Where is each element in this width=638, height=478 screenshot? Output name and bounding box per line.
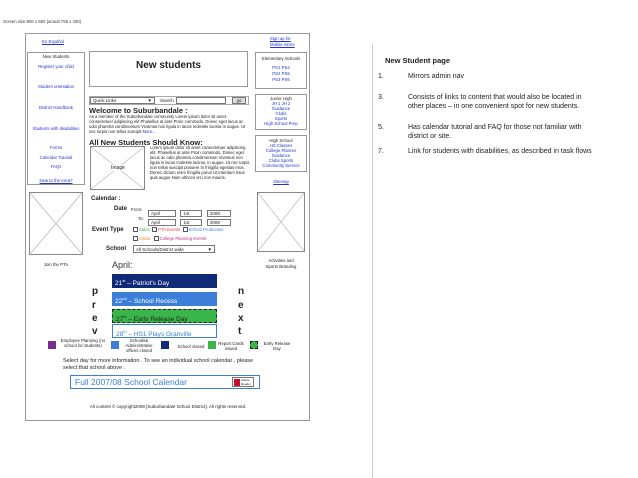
school-select-value: All Schools/District wide [136, 247, 184, 252]
high-school-row[interactable]: Community Service [262, 163, 300, 168]
pta-label: PTA Events [158, 227, 181, 232]
calendar-title: Calendar : [91, 196, 121, 202]
event-checkboxes-row1 [133, 227, 224, 232]
from-day-select[interactable]: 1st [180, 210, 202, 217]
junior-high-row[interactable]: Clubs [275, 111, 287, 116]
junior-high-row[interactable]: JH 1 JH 2 [271, 101, 291, 106]
date-label: Date [114, 206, 128, 212]
note-text: Has calendar tutorial and FAQ for those not familiar with district or site. [408, 124, 582, 140]
elementary-title: Elementary Schools [261, 56, 301, 61]
activities-label-2: Sports Branding [265, 264, 297, 269]
event-type-label: Event Type [92, 227, 124, 233]
calendar-month: April: [112, 260, 133, 270]
pdf-logo [234, 379, 240, 386]
calendar-day[interactable] [112, 292, 217, 306]
junior-high-row[interactable]: Sports [274, 116, 288, 121]
college-checkbox[interactable] [154, 236, 159, 241]
sidebar-item-forms[interactable]: Forms [49, 145, 63, 150]
note-number: 3. [378, 94, 384, 101]
high-school-row[interactable]: Guidance [271, 153, 291, 158]
chevron-down-icon: ▼ [147, 98, 152, 103]
welcome-body [89, 114, 252, 134]
search-input[interactable] [176, 97, 226, 104]
day-event: – HS1 Plays Granville [126, 331, 192, 339]
day-event: – School Recess [126, 298, 178, 306]
legend-swatch [111, 341, 119, 349]
junior-high-title: Junior High [270, 96, 292, 101]
notes-title: New Student page [385, 56, 451, 65]
day-number: 28 [116, 331, 124, 339]
legend-swatch [161, 341, 169, 349]
day-number: 22 [115, 298, 123, 306]
calendar-hint: Select day for more information . To see an individual school calendar , please select that school above . [63, 358, 254, 371]
sidebar-item-register[interactable]: Register your child [38, 64, 74, 69]
legend-swatch [48, 341, 56, 349]
more-link[interactable]: More... [142, 129, 156, 134]
should-know-title: All New Students Should Know: [89, 138, 203, 147]
day-event: – Early Release Day [126, 316, 188, 324]
next-letter[interactable]: e [238, 300, 244, 311]
right-ad-placeholder [257, 192, 305, 252]
legend-label: Report Cards issued [218, 341, 244, 351]
next-letter[interactable]: n [238, 286, 245, 297]
from-month-select[interactable]: April [148, 210, 176, 217]
note-number: 7. [378, 148, 384, 155]
day-suffix: th [123, 314, 127, 319]
welcome-title: Welcome to Suburbandale : [89, 106, 188, 115]
calendar-day[interactable] [112, 309, 217, 323]
to-month-select[interactable]: April [148, 219, 176, 226]
sidebar-item-calendar-tutorial[interactable]: Calendar Tutorial [39, 155, 73, 160]
sidebar-ad-placeholder [29, 192, 83, 255]
footer-text: All content © copyright2008 [Suburbandale School District]. All rights reserved. [89, 404, 247, 409]
sidebar-item-disabilities[interactable]: Students with disabilities [32, 126, 80, 131]
day-event: – Patriot's Day [125, 280, 170, 288]
image-label: Image [111, 165, 125, 171]
calendar-day[interactable] [112, 324, 217, 338]
activities-label: Activities and [268, 258, 294, 263]
elementary-row[interactable]: PS1 PS4 [272, 65, 290, 70]
school-select[interactable] [133, 245, 215, 253]
legend-label: Schools& Administrative offices closed [125, 338, 153, 353]
sidebar-item-new-to-area[interactable]: New to the Area? [39, 178, 73, 183]
search-label: Search [160, 98, 174, 103]
junior-high-row[interactable]: Guidance [271, 106, 291, 111]
note-text: Mirrors admin nav [408, 73, 465, 80]
high-school-row[interactable]: College Planner [265, 148, 297, 153]
full-calendar-label: Full 2007/08 School Calendar [75, 377, 187, 387]
elementary-row[interactable]: PS2 PS5 [272, 71, 290, 76]
signup-link[interactable]: Sign up for [270, 36, 291, 41]
day-suffix: th [123, 329, 127, 334]
elementary-row[interactable]: PS3 PS6 [272, 77, 290, 82]
next-letter[interactable]: x [238, 313, 244, 324]
note-number: 5. [378, 124, 384, 131]
join-pta[interactable]: Join the PTA [43, 262, 69, 267]
calendar-day[interactable] [112, 274, 217, 288]
prev-letter[interactable]: r [92, 300, 96, 311]
sidebar-item-faqs[interactable]: FAQs [50, 164, 62, 169]
go-button[interactable]: go [232, 97, 246, 104]
day-suffix: nd [122, 296, 127, 301]
should-know-body: Lorem ipsum dolor sit amet consectetuer adipiscing elit. Phasellus at ante Proin commodo. Donec eget lacus ac odio pharetra condimentum Vivamus non ligula in lacus molestie lacinia. In augue. Ut nec turpis non tellus suscipit posuere In fringilla egestas eros. Donec dictum enim fringilla purus Ut interdum risus quis augue Nam ultrices orci non mauris. [150, 145, 250, 180]
production-label: School Production [188, 227, 224, 232]
quick-links-label: Quick Links [93, 98, 117, 103]
day-number: 27 [116, 316, 124, 324]
prev-letter[interactable]: p [92, 286, 99, 297]
mobile-alerts-link[interactable]: Mobile Alerts [270, 42, 295, 47]
production-checkbox[interactable] [183, 227, 188, 232]
from-year-select[interactable]: 2008 [207, 210, 231, 217]
pdf-label: Adobe Reader [241, 378, 251, 386]
sidebar-item-handbook[interactable]: District Handbook [39, 105, 73, 110]
welcome-text: As a member of the Suburbandale community Lorem ipsum dolor sit amet, consectetuer adipiscing elit Phasellus at ante Proin commodo. Donec eget lacus ac odio pharetra condimentum Vivamus non ligula in lacus molestie lacinia In augue. Ut nec turpis non tellus suscipit [89, 114, 246, 134]
annotation-panel [372, 44, 636, 478]
clubs-label: Clubs [139, 236, 150, 241]
prev-letter[interactable]: v [92, 326, 98, 337]
legend-label: Early Release Day [263, 341, 291, 351]
next-letter[interactable]: t [238, 326, 242, 337]
legend-swatch [250, 341, 258, 349]
sidebar-item-new-students[interactable]: New Students [42, 54, 70, 59]
clubs-checkbox[interactable] [133, 236, 138, 241]
note-text: Consists of links to content that would also be located in other places – in one convenient spot for new students. [408, 94, 582, 110]
sales-checkbox[interactable] [133, 227, 138, 232]
chevron-down-icon: ▼ [207, 247, 212, 252]
school-label: School [106, 246, 127, 252]
high-school-row[interactable]: Clubs Sports [268, 158, 294, 163]
quick-links-select[interactable] [90, 97, 155, 104]
prev-letter[interactable]: e [92, 313, 98, 324]
high-school-row[interactable]: HS Classes [269, 143, 293, 148]
day-suffix: st [122, 278, 126, 283]
spanish-link[interactable]: En Español [42, 39, 64, 44]
note-number: 1. [378, 73, 384, 80]
pta-checkbox[interactable] [152, 227, 157, 232]
sitemap-link[interactable]: Sitemap [273, 179, 289, 184]
note-text: Link for students with disabilities, as described in task flows [408, 148, 592, 155]
to-label: To: [138, 216, 144, 221]
junior-high-row[interactable]: High School Prep [264, 121, 298, 126]
adobe-pdf-icon[interactable] [232, 377, 254, 387]
sidebar-item-orientation[interactable]: Student orientation [37, 84, 75, 89]
high-school-title: High School [269, 138, 293, 143]
legend-label: Employee Planning (no school for students) [60, 338, 106, 348]
college-label: College Planning Events [159, 236, 207, 241]
legend-label: School closed [177, 344, 205, 349]
screen-size-note: Screen size:800 x 600 (actual 765 x 430) [3, 19, 82, 24]
to-day-select[interactable]: 1st [180, 219, 202, 226]
page-title: New students [135, 60, 201, 71]
event-checkboxes-row2 [133, 236, 206, 241]
to-year-select[interactable]: 2008 [207, 219, 231, 226]
sales-label: Sales [139, 227, 150, 232]
from-label: From: [131, 207, 143, 212]
day-number: 21 [115, 280, 123, 288]
